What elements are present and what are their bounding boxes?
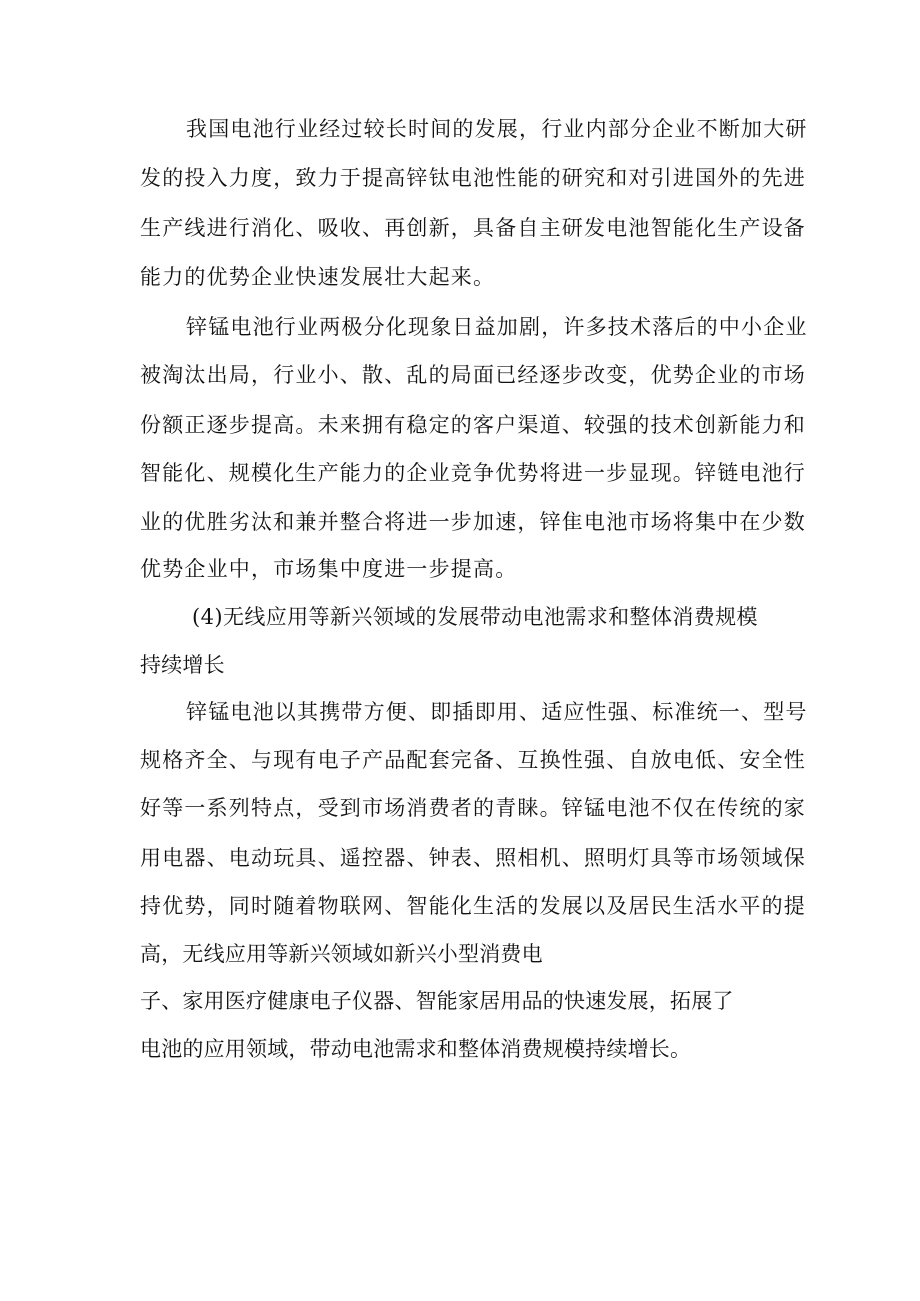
paragraph-3-line-6: 高，无线应用等新兴领域如新兴小型消费电: [140, 942, 543, 966]
paragraph-2-line-1: 锌锰电池行业两极分化现象日益加剧，许多技术落后的中小企业: [186, 315, 808, 339]
paragraph-1-line-2: 发的投入力度，致力于提高锌钛电池性能的研究和对引进国外的先进: [140, 166, 806, 190]
paragraph-3-line-2: 规格齐全、与现有电子产品配套完备、互换性强、自放电低、安全性: [140, 748, 806, 772]
section-heading-line-1: (4)无线应用等新兴领域的发展带动电池需求和整体消费规模: [192, 605, 758, 629]
paragraph-3-line-5: 持优势，同时随着物联网、智能化生活的发展以及居民生活水平的提: [140, 894, 806, 918]
paragraph-2-line-3: 份额正逐步提高。未来拥有稳定的客户渠道、较强的技术创新能力和: [140, 413, 806, 437]
paragraph-2-line-2: 被淘汰出局，行业小、散、乱的局面已经逐步改变，优势企业的市场: [140, 363, 806, 387]
paragraph-1-line-1: 我国电池行业经过较长时间的发展，行业内部分企业不断加大研: [186, 117, 808, 141]
paragraph-3-line-3: 好等一系列特点，受到市场消费者的青睐。锌锰电池不仅在传统的家: [140, 796, 806, 820]
paragraph-2-line-4: 智能化、规模化生产能力的企业竞争优势将进一步显现。锌链电池行: [140, 461, 806, 485]
section-heading-line-2: 持续增长: [140, 653, 225, 677]
paragraph-3-line-8: 电池的应用领域，带动电池需求和整体消费规模持续增长。: [140, 1037, 692, 1061]
paragraph-1-line-4: 能力的优势企业快速发展壮大起来。: [140, 265, 496, 289]
paragraph-3-line-1: 锌锰电池以其携带方便、即插即用、适应性强、标准统一、型号: [186, 700, 808, 724]
paragraph-2-line-5: 业的优胜劣汰和兼并整合将进一步加速，锌隹电池市场将集中在少数: [140, 510, 806, 534]
paragraph-1-line-3: 生产线进行消化、吸收、再创新，具备自主研发电池智能化生产设备: [140, 216, 806, 240]
paragraph-3-line-4: 用电器、电动玩具、遥控器、钟表、照相机、照明灯具等市场领域保: [140, 846, 806, 870]
paragraph-2-line-6: 优势企业中，市场集中度进一步提高。: [140, 557, 518, 581]
paragraph-3-line-7: 子、家用医疗健康电子仪器、智能家居用品的快速发展，拓展了: [140, 989, 734, 1013]
